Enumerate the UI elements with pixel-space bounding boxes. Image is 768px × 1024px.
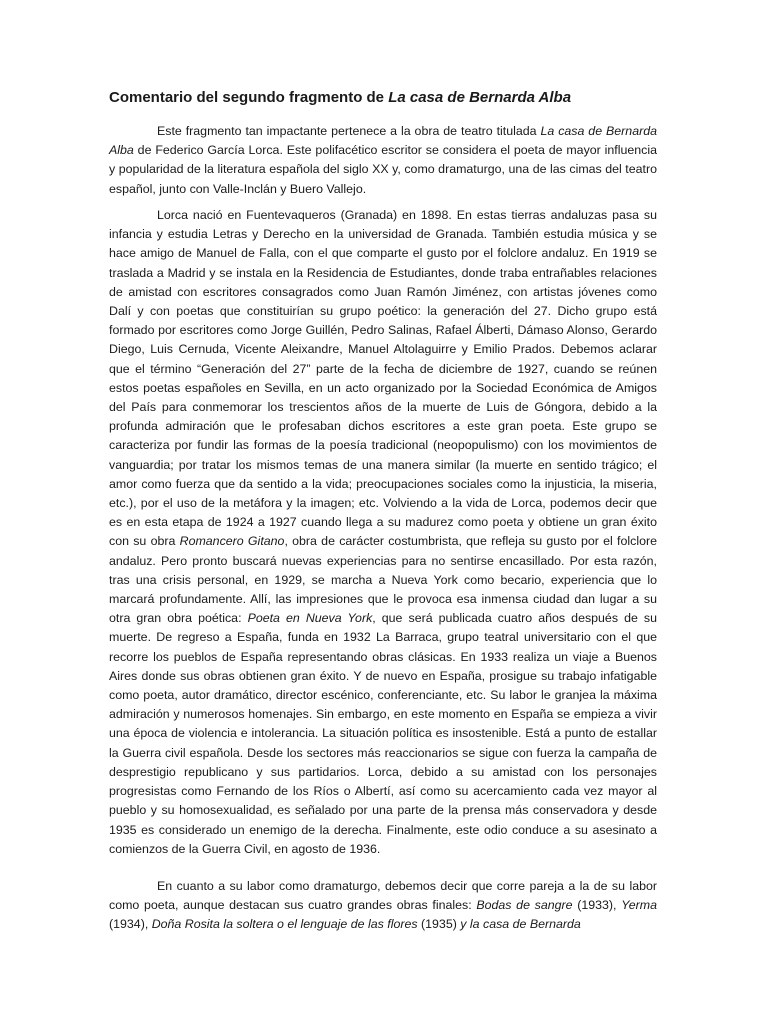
italic-text-run: La casa de Bernarda Alba [109, 124, 657, 158]
text-run: de Federico García Lorca. Este polifacético escritor se considera el poeta de mayor influencia y popularidad de la literatura española del siglo XX y, como dramaturgo, una de las cimas del teatro español, junto con Valle-Inclán y Buero Vallejo. [109, 143, 657, 196]
text-run: En cuanto a su labor como dramaturgo, debemos decir que corre pareja a la de su labor como poeta, aunque destacan sus cuatro grandes obras finales: [109, 879, 657, 913]
paragraph-biography [109, 206, 657, 859]
paragraph-introduction [109, 122, 657, 199]
italic-text-run: Bodas de sangre [476, 898, 573, 913]
text-run: (1935) [417, 917, 461, 932]
paragraph-dramaturgy [109, 877, 657, 935]
title-text: Comentario del segundo fragmento de [109, 89, 389, 106]
text-run: , que será publicada cuatro años después de su muerte. De regreso a España, funda en 1932 La Barraca, grupo teatral universitario con el que recorre los pueblos de España representando obras clásicas. En 1933 realiza un viaje a Buenos Aires donde sus obras obtienen gran éxito. Y de nuevo en España, prosigue su trabajo infatigable como poeta, autor dramático, director escénico, conferenciante, etc. Su labor le granjea la máxima admiración y numerosos homenajes. Sin embargo, en este momento en España se empieza a vivir una época de violencia e intolerancia. La situación política es insostenible. Está a punto de estallar la Guerra civil española. Desde los sectores más reaccionarios se sigue con fuerza la campaña de desprestigio republicano y sus partidarios. Lorca, debido a su amistad con los personajes progresistas como Fernando de los Ríos o Albertí, así como su acercamiento cada vez mayor al pueblo y su homosexualidad, es señalado por una parte de la prensa más conservadora y desde 1935 es considerado un enemigo de la derecha. Finalmente, este odio conduce a su asesinato a comienzos de la Guerra Civil, en agosto de 1936. [109, 611, 657, 856]
text-run: Este fragmento tan impactante pertenece a la obra de teatro titulada [157, 124, 541, 138]
text-run: (1933), [572, 898, 622, 913]
italic-text-run: Yerma [621, 898, 657, 913]
title-work-name: La casa de Bernarda Alba [388, 89, 572, 106]
italic-text-run: Romancero Gitano [179, 534, 285, 549]
text-run: Lorca nació en Fuentevaqueros (Granada) en 1898. En estas tierras andaluzas pasa su infancia y estudia Letras y Derecho en la universidad de Granada. También estudia música y se hace amigo de Manuel de Falla, con el que comparte el gusto por el folclore andaluz. En 1919 se traslada a Madrid y se instala en la Residencia de Estudiantes, donde traba entrañables relaciones de amistad con escritores consagrados como Juan Ramón Jiménez, con artistas jóvenes como Dalí y con poetas que constituirían su grupo poético: la generación del 27. Dicho grupo está formado por escritores como Jorge Guillén, Pedro Salinas, Rafael Álberti, Dámaso Alonso, Gerardo Diego, Luis Cernuda, Vicente Aleixandre, Manuel Altolaguirre y Emilio Prados. Debemos aclarar que el término “Generación del 27” parte de la fecha de diciembre de 1927, cuando se reúnen estos poetas españoles en Sevilla, en un acto organizado por la Sociedad Económica de Amigos del País para conmemorar los trescientos años de la muerte de Luis de Góngora, debido a la profunda admiración que le profesaban dichos escritores a este gran poeta. Este grupo se caracteriza por fundir las formas de la poesía tradicional (neopopulismo) con los movimientos de vanguardia; por tratar los mismos temas de una manera similar (la muerte en sentido trágico; el amor como fuerza que da sentido a la vida; preocupaciones sociales como la injusticia, la miseria, etc.), por el uso de la metáfora y la imagen; etc. Volviendo a la vida de Lorca, podemos decir que es en esta etapa de 1924 a 1927 cuando llega a su madurez como poeta y obtiene un gran éxito con su obra [109, 208, 657, 549]
text-run: , obra de carácter costumbrista, que refleja su gusto por el folclore andaluz. Pero pronto buscará nuevas experiencias para no sentirse encasillado. Por esta razón, tras una crisis personal, en 1929, se marcha a Nueva York como becario, experiencia que lo marcará profundamente. Allí, las impresiones que le provoca esa inmensa ciudad dan lugar a su otra gran obra poética: [109, 534, 657, 626]
document-title [109, 88, 669, 108]
italic-text-run: Poeta en Nueva York [247, 611, 373, 626]
italic-text-run: Doña Rosita la soltera o el lenguaje de las flores [151, 917, 418, 932]
italic-text-run: y la casa de Bernarda [460, 917, 581, 932]
text-run: (1934), [109, 917, 152, 932]
